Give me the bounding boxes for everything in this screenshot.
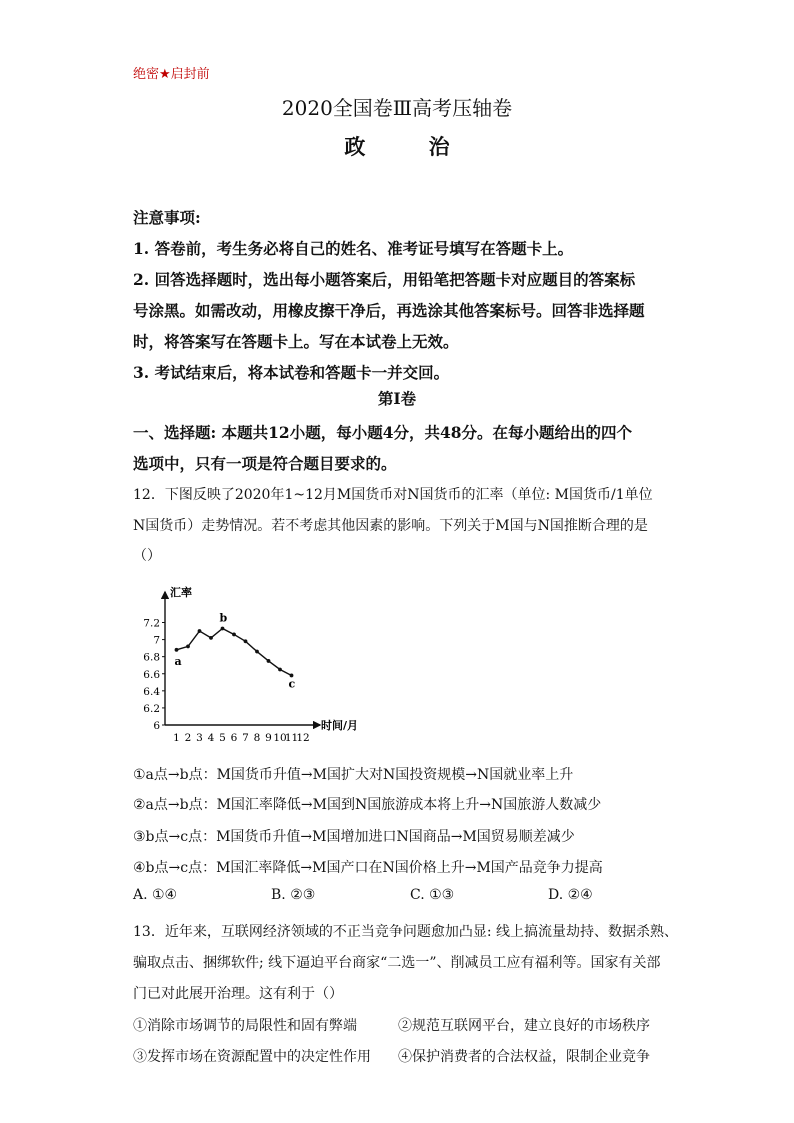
y-axis-label: 汇率	[170, 586, 192, 599]
x-tick-label: 9	[265, 732, 272, 744]
y-tick-label: 6.8	[143, 651, 160, 664]
q13-statement-3: ③发挥市场在资源配置中的决定性作用	[133, 1049, 371, 1065]
x-tick-label: 8	[253, 732, 261, 744]
x-tick-label: 10	[273, 732, 287, 744]
q12-statement-3: ③b点→c点：M国货币升值→M国增加进口N国商品→M国贸易顺差减少	[133, 829, 575, 845]
data-point	[209, 636, 213, 640]
data-point	[267, 659, 271, 663]
point-label-b: b	[219, 611, 228, 625]
data-point	[278, 668, 282, 672]
option-b: B. ②③	[271, 887, 316, 903]
section-heading: 选项中，只有一项是符合题目要求的。	[133, 454, 397, 473]
q12-statement-1: ①a点→b点：M国货币升值→M国扩大对N国投资规模→N国就业率上升	[133, 767, 574, 783]
x-tick-label: 2	[184, 732, 192, 744]
notes-line: 号涂黑。如需改动，用橡皮擦干净后，再选涂其他答案标号。回答非选择题	[133, 301, 645, 320]
data-point	[232, 633, 236, 637]
q12-statement-4: ④b点→c点：M国汇率降低→M国产口在N国价格上升→M国产品竞争力提高	[133, 860, 603, 876]
option-a: A. ①④	[133, 887, 178, 903]
option-c: C. ①③	[410, 887, 455, 903]
q13-statement-2: ②规范互联网平台，建立良好的市场秩序	[398, 1018, 650, 1034]
question-12-stem: N国货币）走势情况。若不考虑其他因素的影响。下列关于M国与N国推断合理的是	[133, 518, 648, 534]
x-axis-label: 时间/月	[321, 719, 359, 732]
x-tick-label: 5	[219, 732, 226, 744]
x-tick-label: 4	[207, 732, 215, 744]
point-label-a: a	[174, 654, 182, 668]
y-tick-label: 7.2	[143, 617, 160, 630]
notes-line: 1. 答卷前，考生务必将自己的姓名、准考证号填写在答题卡上。	[133, 239, 574, 258]
x-tick-label: 1	[173, 732, 180, 744]
question-13-stem: 门已对此展开治理。这有利于（）	[133, 986, 343, 1002]
x-tick-label: 3	[196, 732, 203, 744]
x-tick-label: 11	[284, 732, 299, 744]
x-tick-label: 6	[230, 732, 238, 744]
data-point	[244, 639, 248, 643]
y-tick-label: 6.4	[143, 685, 160, 698]
question-13-stem: 骗取点击、捆绑软件; 线下逼迫平台商家“二选一”、削减员工应有福利等。国家有关部	[133, 955, 661, 971]
question-12-stem: 12．下图反映了2020年1~12月M国货币对N国货币的汇率（单位: M国货币/1单位	[133, 487, 653, 503]
data-point	[221, 627, 225, 631]
data-point	[198, 629, 202, 633]
x-tick-label: 7	[242, 732, 249, 744]
volume-heading: 第Ⅰ卷	[377, 389, 417, 408]
option-d: D. ②④	[548, 887, 593, 903]
question-12-stem: （）	[133, 548, 161, 564]
subject-title: 政 治	[344, 134, 478, 159]
notes-heading: 注意事项:	[133, 208, 201, 227]
y-tick-label: 6.6	[143, 668, 160, 681]
q12-statement-2: ②a点→b点：M国汇率降低→M国到N国旅游成本将上升→N国旅游人数减少	[133, 797, 602, 813]
section-heading: 一、选择题: 本题共12小题，每小题4分，共48分。在每小题给出的四个	[133, 423, 633, 442]
data-point	[255, 650, 259, 654]
data-point	[175, 648, 179, 652]
confidential-label: 绝密★启封前	[133, 67, 210, 82]
q13-statement-1: ①消除市场调节的局限性和固有弊端	[133, 1018, 357, 1034]
question-13-stem: 13．近年来，互联网经济领域的不正当竞争问题愈加凸显: 线上搞流量劫持、数据杀熟、	[133, 924, 678, 940]
point-label-c: c	[288, 677, 296, 691]
y-tick-label: 6.2	[143, 702, 160, 715]
y-tick-label: 7	[153, 634, 160, 647]
x-tick-label: 12	[296, 732, 310, 744]
exam-title: 2020全国卷Ⅲ高考压轴卷	[281, 96, 513, 120]
data-point	[186, 645, 190, 649]
notes-line: 2. 回答选择题时，选出每小题答案后，用铅笔把答题卡对应题目的答案标	[133, 270, 636, 289]
exchange-rate-chart	[140, 578, 360, 746]
notes-line: 时，将答案写在答题卡上。写在本试卷上无效。	[133, 332, 459, 351]
y-tick-label: 6	[153, 720, 160, 732]
q13-statement-4: ④保护消费者的合法权益，限制企业竞争	[398, 1049, 650, 1065]
notes-line: 3. 考试结束后，将本试卷和答题卡一并交回。	[133, 363, 450, 382]
